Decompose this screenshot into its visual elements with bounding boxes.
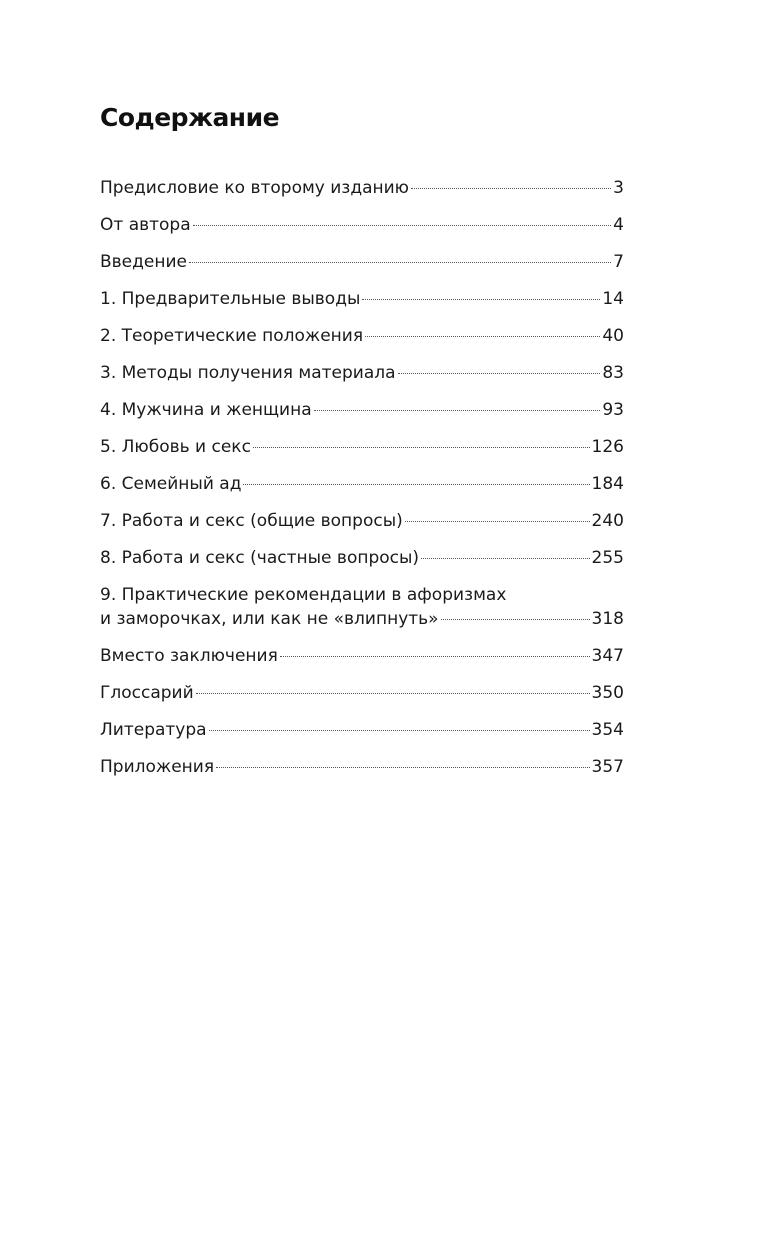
toc-entry[interactable] [100, 681, 624, 705]
toc-entry-label: и заморочках, или как не «влипнуть» [100, 609, 439, 629]
toc-entry-page: 14 [602, 289, 624, 309]
toc-entry-label: 7. Работа и секс (общие вопросы) [100, 511, 403, 531]
toc-entry[interactable] [100, 644, 624, 668]
dot-leader [441, 619, 590, 620]
toc-entry-page: 255 [591, 548, 624, 568]
toc-list [100, 176, 624, 779]
table-of-contents-page [100, 100, 624, 792]
toc-entry[interactable] [100, 213, 624, 237]
dot-leader [314, 410, 601, 411]
dot-leader [189, 262, 611, 263]
toc-entry-page: 347 [591, 646, 624, 666]
toc-entry-page: 7 [613, 252, 624, 272]
dot-leader [253, 447, 590, 448]
toc-entry[interactable] [100, 398, 624, 422]
toc-entry[interactable] [100, 324, 624, 348]
dot-leader [209, 730, 590, 731]
toc-entry[interactable] [100, 361, 624, 385]
toc-entry[interactable] [100, 718, 624, 742]
toc-entry-page: 357 [591, 757, 624, 777]
toc-entry-page: 40 [602, 326, 624, 346]
toc-entry-label: 8. Работа и секс (частные вопросы) [100, 548, 420, 568]
dot-leader [193, 225, 612, 226]
toc-entry[interactable] [100, 176, 624, 200]
dot-leader [216, 767, 589, 768]
toc-entry-label-line1: 9. Практические рекомендации в афоризмах [100, 585, 507, 605]
dot-leader [196, 693, 590, 694]
dot-leader [365, 336, 600, 337]
toc-entry-label: 5. Любовь и секс [100, 437, 251, 457]
toc-entry-label: Приложения [100, 757, 215, 777]
toc-entry[interactable] [100, 435, 624, 459]
dot-leader [362, 299, 600, 300]
toc-entry[interactable] [100, 250, 624, 274]
toc-entry-label: 1. Предварительные выводы [100, 289, 361, 309]
toc-entry-page: 3 [613, 178, 624, 198]
toc-entry-page: 354 [591, 720, 624, 740]
dot-leader [411, 188, 611, 189]
toc-entry-label: 2. Теоретические положения [100, 326, 364, 346]
toc-entry[interactable] [100, 287, 624, 311]
toc-entry[interactable] [100, 583, 624, 631]
page-title: Содержание [100, 103, 280, 132]
toc-entry[interactable] [100, 472, 624, 496]
dot-leader [421, 558, 589, 559]
dot-leader [243, 484, 589, 485]
toc-entry-page: 4 [613, 215, 624, 235]
toc-entry-label: От автора [100, 215, 191, 235]
dot-leader [405, 521, 590, 522]
toc-entry[interactable] [100, 546, 624, 570]
toc-entry-page: 350 [591, 683, 624, 703]
toc-entry-page: 240 [591, 511, 624, 531]
toc-entry-page: 93 [602, 400, 624, 420]
toc-entry-label: Литература [100, 720, 207, 740]
toc-entry[interactable] [100, 755, 624, 779]
dot-leader [398, 373, 601, 374]
toc-entry[interactable] [100, 509, 624, 533]
dot-leader [280, 656, 590, 657]
toc-entry-label: 6. Семейный ад [100, 474, 242, 494]
toc-entry-label: Введение [100, 252, 187, 272]
toc-entry-page: 184 [591, 474, 624, 494]
toc-entry-label: Глоссарий [100, 683, 194, 703]
toc-entry-label: 3. Методы получения материала [100, 363, 396, 383]
toc-entry-label: Вместо заключения [100, 646, 278, 666]
toc-entry-page: 126 [591, 437, 624, 457]
toc-entry-page: 83 [602, 363, 624, 383]
toc-entry-label: Предисловие ко второму изданию [100, 178, 409, 198]
toc-entry-page: 318 [591, 609, 624, 629]
toc-entry-label: 4. Мужчина и женщина [100, 400, 312, 420]
